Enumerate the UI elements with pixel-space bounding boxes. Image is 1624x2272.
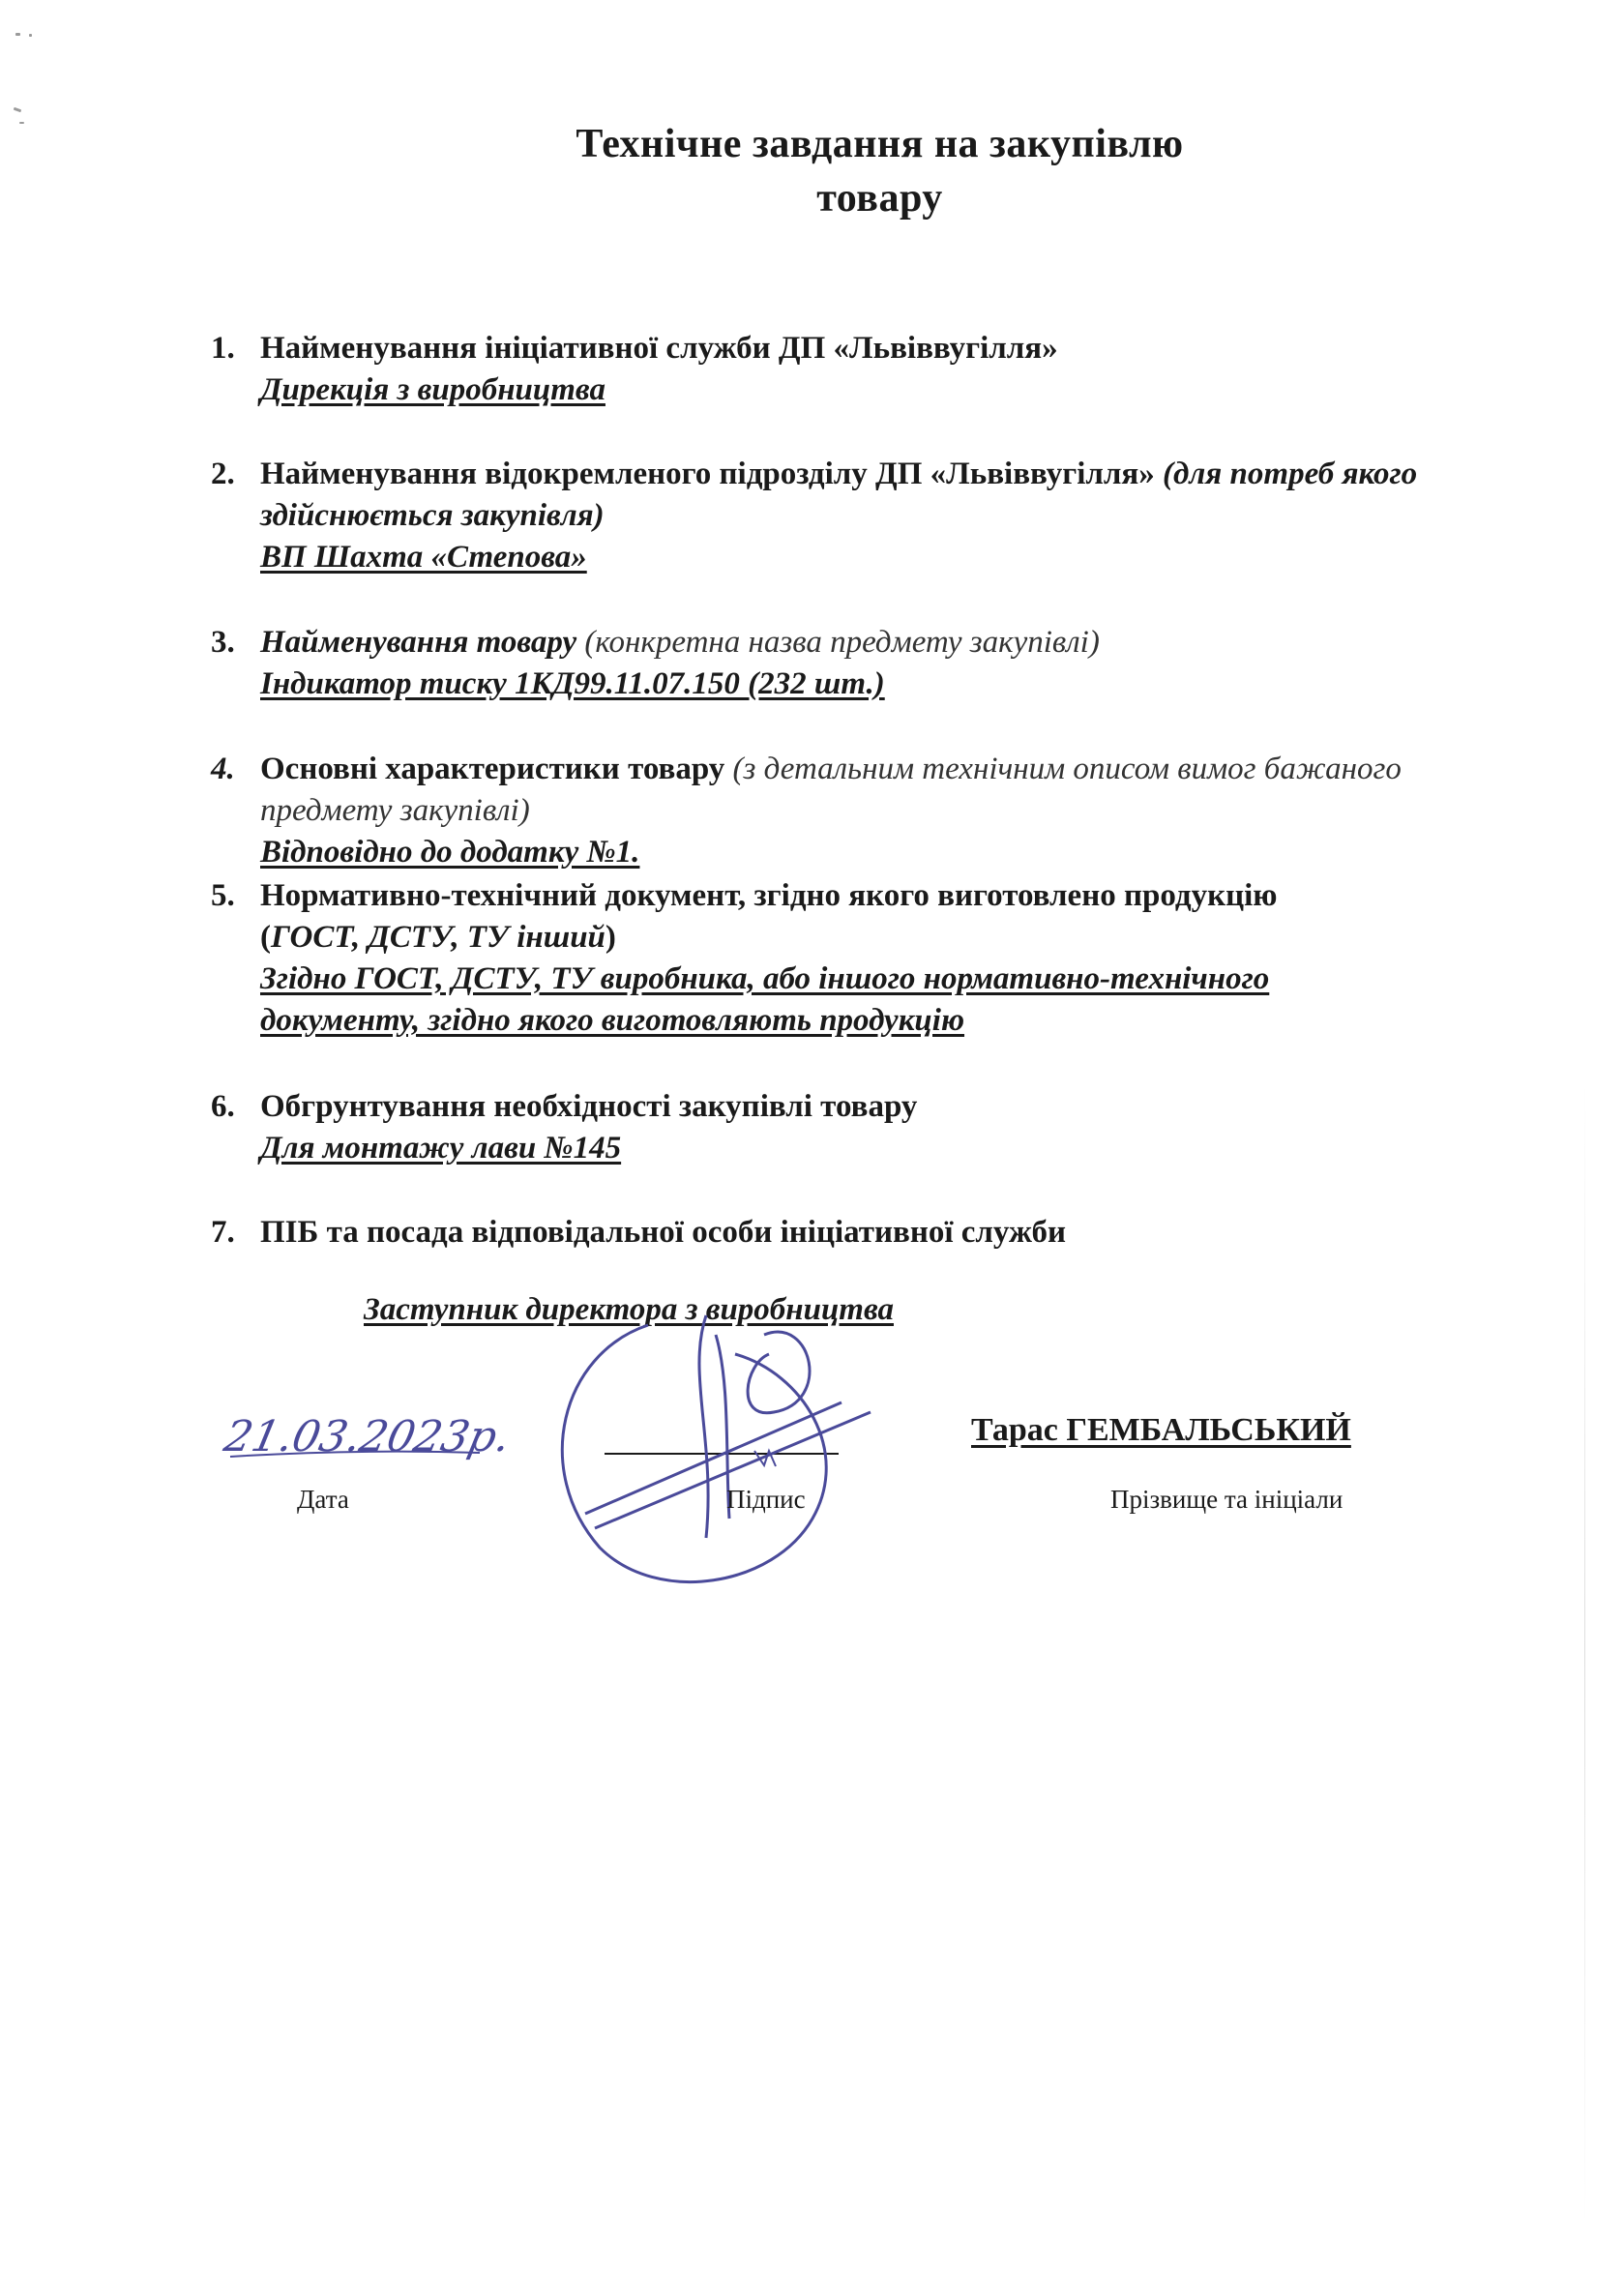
section-item-2 <box>211 454 1440 578</box>
item-heading: ПІБ та посада відповідальної особи ініціативної служби <box>260 1215 1066 1250</box>
item-number: 3. <box>211 625 235 660</box>
section-item-7 <box>211 1212 1469 1254</box>
section-item-6 <box>211 1086 1469 1169</box>
item-value: Дирекція з виробництва <box>260 372 605 407</box>
scan-speck <box>29 34 32 37</box>
item-value: Індикатор тиску 1КД99.11.07.150 (232 шт.) <box>260 666 885 701</box>
item-value: Відповідно до додатку №1. <box>260 835 640 870</box>
responsible-name: Тарас ГЕМБАЛЬСЬКИЙ <box>971 1412 1351 1448</box>
item-heading-italic: ГОСТ, ДСТУ, ТУ інший <box>271 920 605 955</box>
item-number: 6. <box>211 1089 235 1124</box>
caption-date: Дата <box>297 1485 349 1514</box>
item-heading-part: Нормативно-технічний документ, згідно якого виготовлено продукцію ( <box>260 878 1278 955</box>
item-heading <box>260 875 1314 959</box>
item-number: 1. <box>211 331 235 366</box>
item-value: ВП Шахта «Степова» <box>260 540 587 575</box>
responsible-position: Заступник директора з виробництва <box>364 1292 894 1327</box>
scan-speck <box>14 107 22 113</box>
document-title <box>0 121 1624 221</box>
caption-name: Прізвище та ініціали <box>1110 1485 1343 1514</box>
signature-scribble <box>522 1296 929 1615</box>
item-heading: Найменування відокремленого підрозділу ДП «Львіввугілля» <box>260 457 1155 491</box>
item-value: Для монтажу лави №145 <box>260 1131 622 1166</box>
item-note: (для потреб якого здійснюється закупівля) <box>260 457 1418 533</box>
item-number: 4. <box>211 752 235 786</box>
item-heading: Найменування товару <box>260 625 577 660</box>
item-heading: Обгрунтування необхідності закупівлі товару <box>260 1089 918 1124</box>
item-number: 5. <box>211 878 235 913</box>
item-value: Згідно ГОСТ, ДСТУ, ТУ виробника, або іншого нормативно-технічного документу, згідно якого виготовляють продукцію <box>260 961 1270 1038</box>
title-line-1: Технічне завдання на закупівлю <box>576 122 1184 166</box>
section-item-4 <box>211 749 1469 873</box>
section-item-5 <box>211 875 1314 1042</box>
item-heading: Основні характеристики товару <box>260 752 725 786</box>
scan-edge-line <box>1584 1083 1585 2225</box>
item-number: 7. <box>211 1215 235 1250</box>
item-note: (з детальним технічним описом вимог бажаного предмету закупівлі) <box>260 752 1402 828</box>
section-item-3 <box>211 622 1469 705</box>
item-number: 2. <box>211 457 235 491</box>
handwritten-date <box>220 1404 516 1472</box>
item-heading-part: ) <box>605 920 616 955</box>
handwritten-date-text: 21.03.2023р. <box>220 1412 516 1461</box>
scan-speck <box>15 33 20 36</box>
caption-signature: Підпис <box>726 1485 806 1514</box>
title-line-2: товару <box>816 176 943 221</box>
item-note: (конкретна назва предмету закупівлі) <box>584 625 1100 660</box>
item-heading: Найменування ініціативної служби ДП «Львіввугілля» <box>260 331 1058 366</box>
section-item-1 <box>211 328 1469 411</box>
